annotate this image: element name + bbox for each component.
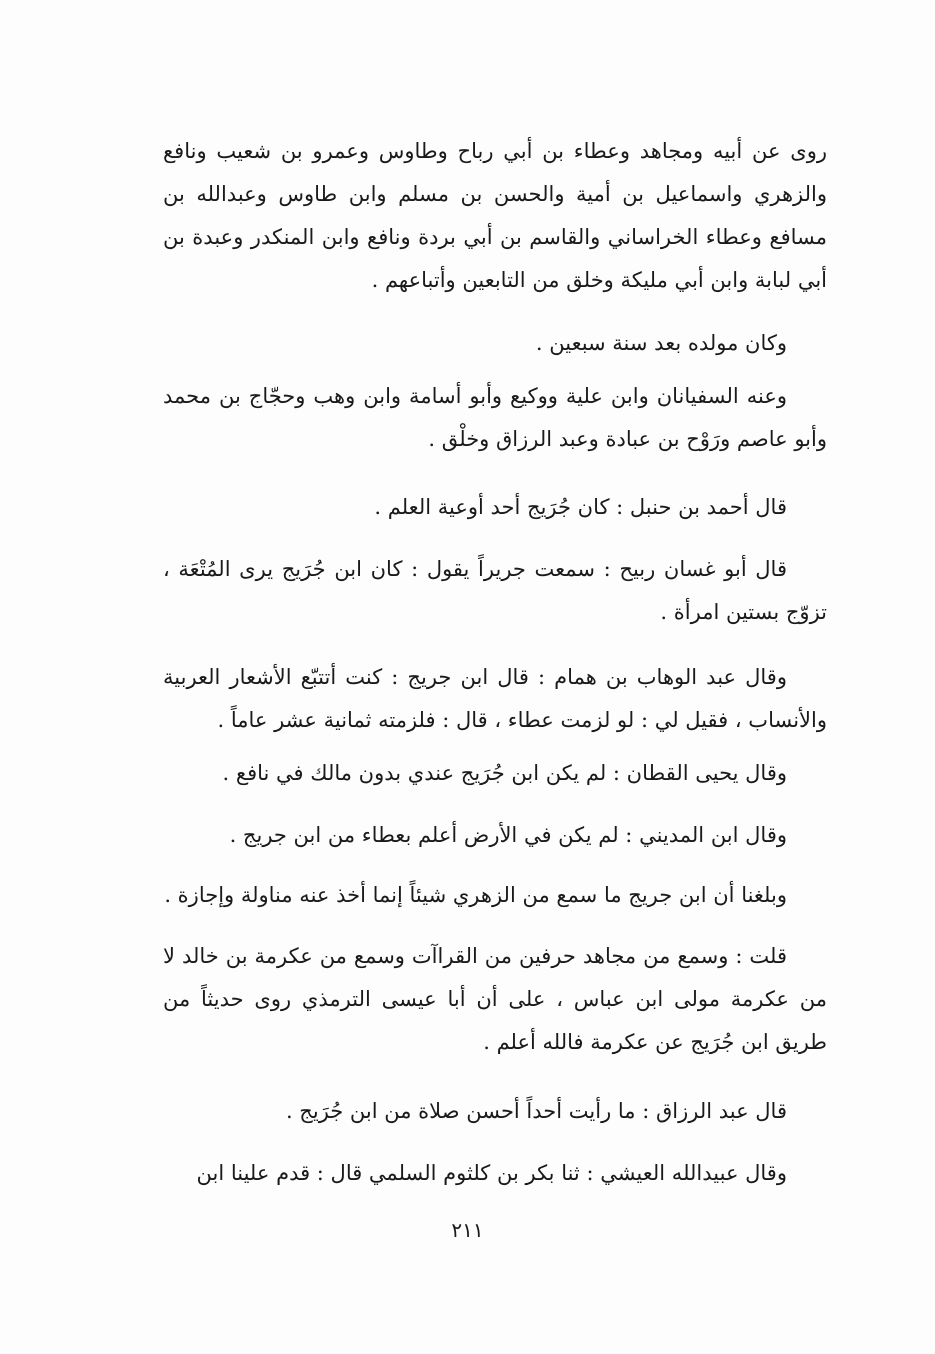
paragraph-ahmad-quote bbox=[163, 486, 827, 529]
paragraph: قال أحمد بن حنبل : كان جُرَيج أحد أوعية العلم . bbox=[374, 495, 787, 519]
paragraph-zuhri-note bbox=[163, 874, 827, 917]
paragraph-ubaydullah-quote bbox=[163, 1152, 827, 1195]
paragraph-ibn-madini-quote bbox=[163, 814, 827, 857]
paragraph: قال أبو غسان ربيح : سمعت جريراً يقول : كان ابن جُرَيج يرى المُتْعَة ، تزوّج بستين امرأة . bbox=[163, 557, 827, 624]
paragraph-abd-alwahhab-quote bbox=[163, 656, 827, 742]
paragraph: وكان مولده بعد سنة سبعين . bbox=[535, 331, 787, 355]
paragraph-abu-ghassan-quote bbox=[163, 548, 827, 634]
paragraph: وعنه السفيانان وابن علية ووكيع وأبو أسامة وابن وهب وحجّاج بن محمد وأبو عاصم ورَوْح بن عبادة وعبد الرزاق وخلْق . bbox=[163, 384, 827, 451]
paragraph-abd-alrazzaq-quote bbox=[163, 1090, 827, 1133]
paragraph-author-note bbox=[163, 935, 827, 1064]
paragraph: قال عبد الرزاق : ما رأيت أحداً أحسن صلاة من ابن جُرَيج . bbox=[285, 1099, 787, 1123]
page-number: ٢١١ bbox=[451, 1218, 484, 1242]
paragraph-yahya-quote bbox=[163, 752, 827, 795]
paragraph-birth bbox=[163, 322, 827, 365]
paragraph: وقال يحيى القطان : لم يكن ابن جُرَيج عندي بدون مالك في نافع . bbox=[222, 761, 787, 785]
paragraph: روى عن أبيه ومجاهد وعطاء بن أبي رباح وطاوس وعمرو بن شعيب ونافع والزهري واسماعيل بن أمية والحسن بن مسلم وابن طاوس وعبدالله بن مسافع وعطاء الخراساني والقاسم بن أبي بردة ونافع وابن المنكدر وعبدة بن أبي لبابة وابن أبي مليكة وخلق من التابعين وأتباعهم . bbox=[163, 139, 827, 292]
paragraph: وقال عبد الوهاب بن همام : قال ابن جريج : كنت أتتبّع الأشعار العربية والأنساب ، فقيل لي : لو لزمت عطاء ، قال : فلزمته ثمانية عشر عاماً . bbox=[163, 665, 827, 732]
paragraph: وبلغنا أن ابن جريج ما سمع من الزهري شيئاً إنما أخذ عنه مناولة وإجازة . bbox=[164, 883, 787, 907]
paragraph-students bbox=[163, 375, 827, 461]
paragraph: قلت : وسمع من مجاهد حرفين من القراآت وسمع من عكرمة بن خالد لا من عكرمة مولى ابن عباس ، على أن أبا عيسى الترمذي روى حديثاً من طريق ابن جُرَيج عن عكرمة فالله أعلم . bbox=[163, 944, 827, 1054]
paragraph: وقال عبيدالله العيشي : ثنا بكر بن كلثوم السلمي قال : قدم علينا ابن bbox=[196, 1161, 787, 1185]
paragraph-narrators-list bbox=[163, 130, 827, 302]
paragraph: وقال ابن المديني : لم يكن في الأرض أعلم بعطاء من ابن جريج . bbox=[229, 823, 787, 847]
